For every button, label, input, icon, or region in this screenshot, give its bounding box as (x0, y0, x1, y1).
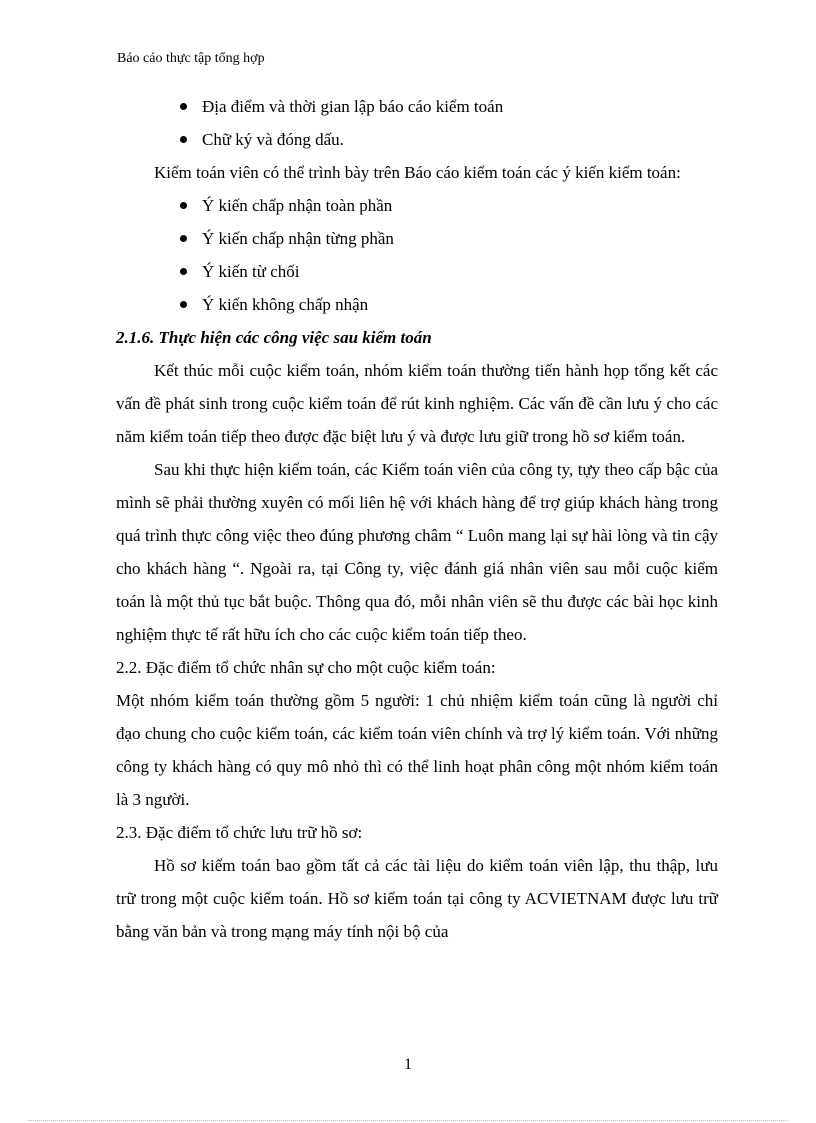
section-heading-2-2: 2.2. Đặc điểm tổ chức nhân sự cho một cuộc kiểm toán: (116, 658, 496, 677)
bullet-icon (180, 103, 187, 110)
paragraph-post-audit-review: Kết thúc mỗi cuộc kiểm toán, nhóm kiểm toán thường tiến hành họp tổng kết các vấn đề phát sinh trong cuộc kiểm toán để rút kinh nghiệm. Các vấn đề cần lưu ý cho các năm kiểm toán tiếp theo được đặc biệt lưu ý và được lưu giữ trong hồ sơ kiểm toán. (116, 361, 718, 446)
opinion-types-list (116, 189, 718, 321)
paragraph-team-composition: Một nhóm kiểm toán thường gồm 5 người: 1 chủ nhiệm kiểm toán cũng là người chỉ đạo chung cho cuộc kiểm toán, các kiểm toán viên chính và trợ lý kiểm toán. Với những công ty khách hàng có quy mô nhỏ thì có thể linh hoạt phân công một nhóm kiểm toán là 3 người. (116, 691, 718, 809)
list-item-text: Địa điểm và thời gian lập báo cáo kiểm toán (202, 97, 504, 116)
bullet-icon (180, 301, 187, 308)
list-item (116, 288, 718, 321)
list-item-text: Ý kiến không chấp nhận (202, 295, 369, 314)
list-item (116, 255, 718, 288)
bullet-icon (180, 268, 187, 275)
list-item (116, 189, 718, 222)
list-item (116, 123, 718, 156)
section-heading-2-1-6: 2.1.6. Thực hiện các công việc sau kiểm toán (116, 328, 432, 347)
bullet-icon (180, 202, 187, 209)
section-heading-2-3: 2.3. Đặc điểm tổ chức lưu trữ hồ sơ: (116, 823, 363, 842)
list-item-text: Chữ ký và đóng dấu. (202, 130, 344, 149)
opinion-intro-paragraph: Kiểm toán viên có thể trình bày trên Báo cáo kiểm toán các ý kiến kiểm toán: (154, 163, 681, 182)
list-item (116, 222, 718, 255)
page-bottom-divider (28, 1120, 788, 1121)
bullet-icon (180, 235, 187, 242)
list-item (116, 90, 718, 123)
closing-items-list (116, 90, 718, 156)
document-body (116, 90, 718, 948)
running-header: Báo cáo thực tập tổng hợp (117, 51, 265, 66)
list-item-text: Ý kiến chấp nhận toàn phần (202, 196, 393, 215)
page-number: 1 (404, 1056, 412, 1073)
list-item-text: Ý kiến chấp nhận từng phần (202, 229, 394, 248)
bullet-icon (180, 136, 187, 143)
list-item-text: Ý kiến từ chối (202, 262, 300, 281)
paragraph-client-follow-up: Sau khi thực hiện kiểm toán, các Kiểm toán viên của công ty, tựy theo cấp bậc của mình sẽ phải thường xuyên có mối liên hệ với khách hàng để trợ giúp khách hàng trong quá trình thực công việc theo đúng phương châm “ Luôn mang lại sự hài lòng và tin cậy cho khách hàng “. Ngoài ra, tại Công ty, việc đánh giá nhân viên sau mỗi cuộc kiểm toán là một thủ tục bắt buộc. Thông qua đó, mỗi nhân viên sẽ thu được các bài học kinh nghiệm thực tế rất hữu ích cho các cuộc kiểm toán tiếp theo. (116, 460, 718, 644)
paragraph-file-storage: Hồ sơ kiểm toán bao gồm tất cả các tài liệu do kiểm toán viên lập, thu thập, lưu trữ trong một cuộc kiểm toán. Hồ sơ kiểm toán tại công ty ACVIETNAM được lưu trữ bằng văn bản và trong mạng máy tính nội bộ của (116, 856, 718, 941)
